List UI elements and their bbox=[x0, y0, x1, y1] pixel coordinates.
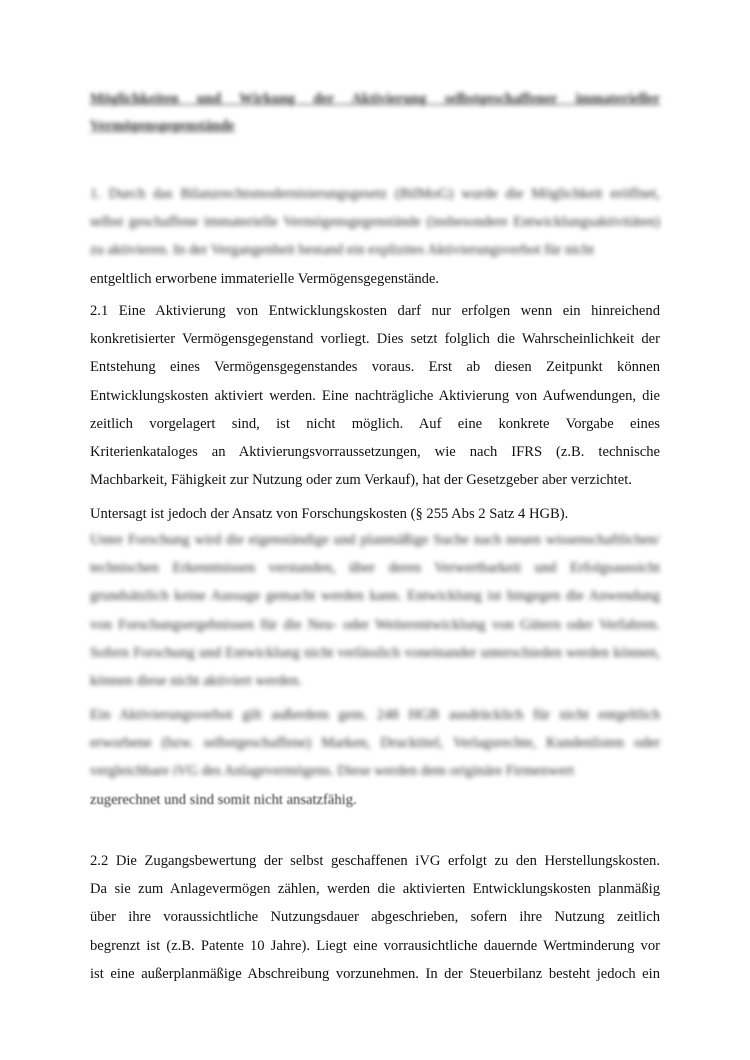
paragraph-line: Da sie zum Anlagevermögen zählen, werden die aktivierten Entwicklungskosten planmäßig bbox=[90, 881, 660, 898]
paragraph-line: 2.1 Eine Aktivierung von Entwicklungskosten darf nur erfolgen wenn ein hinreichend bbox=[90, 303, 660, 319]
paragraph-line: Machbarkeit, Fähigkeit zur Nutzung oder zum Verkauf), hat der Gesetzgeber aber verzichtet. bbox=[90, 472, 632, 489]
paragraph-line: begrenzt ist (z.B. Patente 10 Jahre). Liegt eine vorrausichtliche dauernde Wertminderung vor bbox=[90, 937, 660, 954]
paragraph-2-1 bbox=[90, 297, 660, 494]
paragraph-line: Kriterienkataloges an Aktivierungsvorraussetzungen, wie nach IFRS (z.B. technische bbox=[90, 443, 660, 460]
paragraph-line: konkretisierter Vermögensgegenstand vorliegt. Dies setzt folglich die Wahrscheinlichkeit der bbox=[90, 331, 660, 348]
paragraph-2-2 bbox=[90, 847, 660, 988]
paragraph-line: Entstehung eines Vermögensgegenstandes voraus. Erst ab diesen Zeitpunkt können bbox=[90, 359, 660, 376]
paragraph-verbot-blurred: Ein Aktivierungsverbot gilt außerdem gem. 248 HGB ausdrücklich für nicht entgeltlich erworbene (bzw. selbstgeschaffene) Marken, Drucktitel, Verlagsrechte, Kundenlisten oder vergleichbare iVG des Anlagevermögens. Diese werden dem originäre Firmenwert bbox=[90, 707, 660, 780]
paragraph-untersagt bbox=[90, 500, 660, 528]
paragraph-line: über ihre voraussichtliche Nutzungsdauer abgeschrieben, sofern ihre Nutzung zeitlich bbox=[90, 909, 660, 926]
paragraph-line: Untersagt ist jedoch der Ansatz von Forschungskosten (§ 255 Abs 2 Satz 4 HGB). bbox=[90, 506, 569, 522]
paragraph-line: 2.2 Die Zugangsbewertung der selbst geschaffenen iVG erfolgt zu den Herstellungskosten. bbox=[90, 853, 660, 869]
paragraph-line: Entwicklungskosten aktiviert werden. Eine nachträgliche Aktivierung von Aufwendungen, die bbox=[90, 387, 660, 404]
paragraph-1 bbox=[90, 180, 660, 293]
paragraph-verbot bbox=[90, 701, 660, 814]
paragraph-1-last-line: entgeltlich erworbene immaterielle Vermögensgegenstände. bbox=[90, 270, 440, 287]
paragraph-1-blurred: 1. Durch das Bilanzrechtsmodernisierungsgesetz (BilMoG) wurde die Möglichkeit eröffnet, selbst geschaffene immaterielle Vermögensgegenstände (insbesondere Entwicklungsaktivitäten) zu aktivieren. In der Vergangenheit bestand ein explizites Aktivierungsverbot für nicht bbox=[90, 186, 660, 259]
document-title: Möglichkeiten und Wirkung der Aktivierung selbstgeschaffener immaterieller Vermögensgegenstände bbox=[90, 91, 660, 134]
paragraph-forschung-blurred: Unter Forschung wird die eigenständige und planmäßige Suche nach neuen wissenschaftlichen/ technischen Erkenntnissen verstanden, über deren Verwertbarkeit und Erfolgsaussicht grundsätzlich keine Aussage gemacht werden kann. Entwicklung ist hingegen die Anwendung von Forschungsergebnissen für die Neu- oder Weiterentwicklung von Gütern oder Verfahren. Sofern Forschung und Entwicklung nicht verlässlich voneinander unterschieden werden können, können diese nicht aktiviert werden. bbox=[90, 532, 660, 690]
paragraph-verbot-last-line: zugerechnet und sind somit nicht ansatzfähig. bbox=[90, 791, 357, 808]
paragraph-line: zeitlich vorgelagert sind, ist nicht möglich. Auf eine konkrete Vorgabe eines bbox=[90, 415, 660, 432]
paragraph-line: ist eine außerplanmäßige Abschreibung vorzunehmen. In der Steuerbilanz besteht jedoch ein bbox=[90, 965, 660, 982]
